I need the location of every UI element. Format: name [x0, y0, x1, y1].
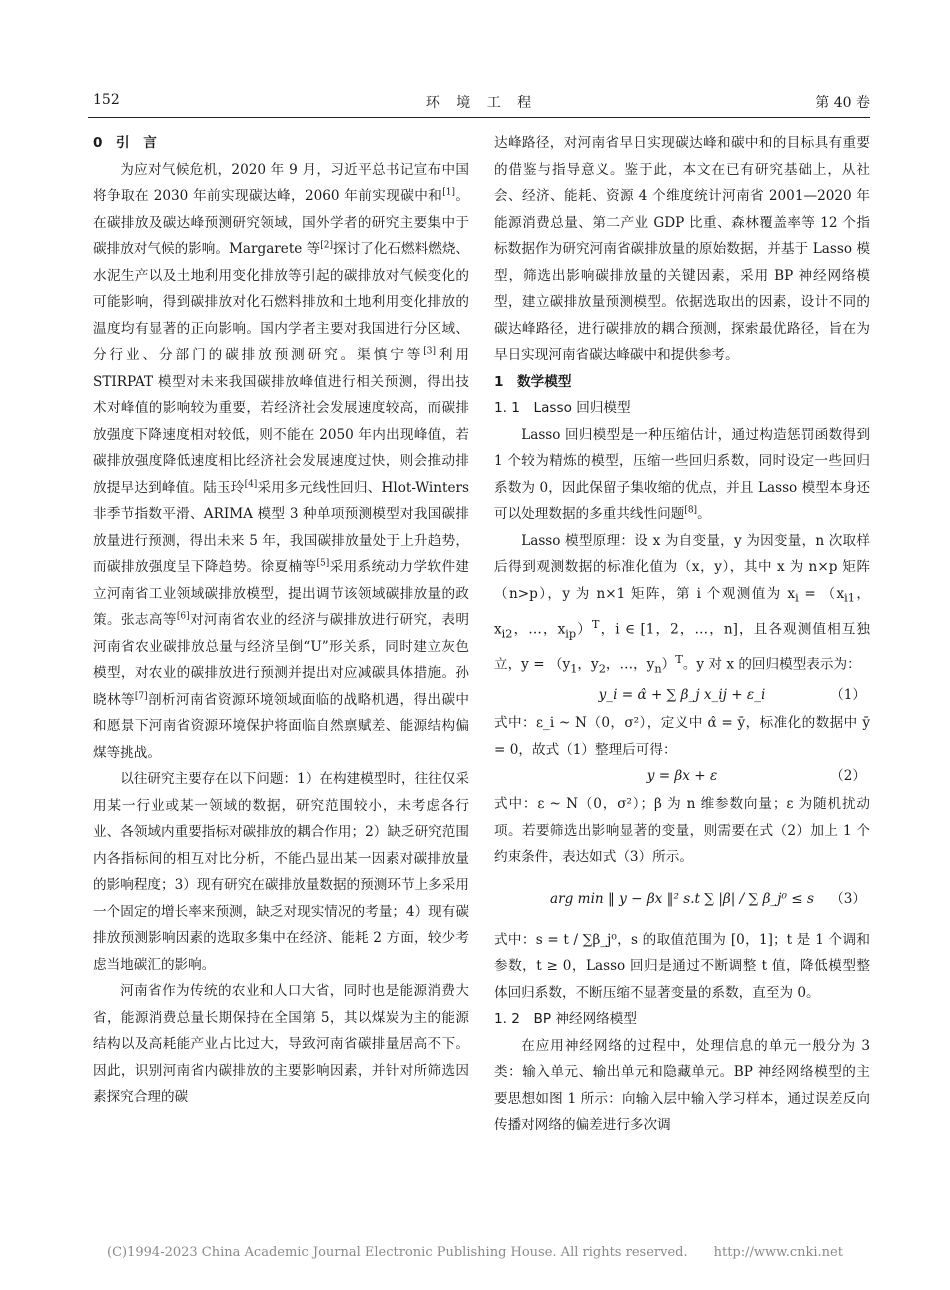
bp-paragraph-1: 在应用神经网络的过程中，处理信息的单元一般分为 3 类：输入单元、输出单元和隐藏单元。BP 神经网络模型的主要思想如图 1 所示：向输入层中输入学习样本，通过误差反向传播对网络的偏差进行多次调 [494, 1037, 870, 1134]
page-number: 152 [93, 92, 120, 108]
citation: [3] [423, 346, 436, 357]
section-1-heading: 1 数学模型 [494, 373, 572, 390]
header-rule [88, 117, 870, 118]
citation: [5] [316, 558, 330, 569]
intro-heading: 0 引 言 [93, 135, 157, 151]
lasso-paragraph-2: Lasso 模型原理：设 x 为自变量，y 为因变量，n 次取样后得到观测数据的标准化值为（x，y），其中 x 为 n×p 矩阵（n>p），y 为 n×1 矩阵，第 i 个观测值为 $x_i = (x_{i1}$，$x_{i2}$，…，$x_{ip})^T$，i ∈ [1，2，…，n]，且各观测值相互独立，$y = (y_1$，$y_2$，…，$y_n)^T$。y 对 x 的回归模型表示为： [494, 532, 871, 676]
lasso-paragraph-3: 式中：ε_i ~ N（0，σ²），定义中 α̂ = ȳ，标准化的数据中 ȳ = 0，故式（1）整理后可得： [494, 715, 870, 758]
lasso-paragraph-5: 式中：s = t / ∑β_j⁰，s 的取值范围为 [0，1]；t 是 1 个调和参数，t ≥ 0，Lasso 回归是通过不断调整 t 值，降低模型整体回归系数，不断压缩不显著变量的系数，直至为 0。 [494, 931, 870, 1001]
section-1-1-heading: 1. 1 Lasso 回归模型 [494, 400, 631, 416]
left-column [93, 130, 469, 1111]
section-1-2-heading: 1. 2 BP 神经网络模型 [494, 1011, 637, 1028]
lasso-paragraph-4: 式中：ε ~ N（0，σ²）；β 为 n 维参数向量；ε 为随机扰动项。若要筛选出影响显著的变量，则需要在式（2）加上 1 个约束条件，表达如式（3）所示。 [494, 796, 870, 866]
equation-1: y_i = α̂ + ∑ β_j x_ij + ε_i （1） [598, 687, 866, 704]
intro-paragraph-3: 河南省作为传统的农业和人口大省，同时也是能源消费大省，能源消费总量长期保持在全国第 5，其以煤炭为主的能源结构以及高耗能产业占比过大，导致河南省碳排量居高不下。因此，识别河南省内碳排放的主要影响因素，并针对所筛选因素探究合理的碳 [93, 983, 469, 1105]
citation: [6] [176, 611, 190, 622]
citation: [7] [134, 690, 148, 701]
intro-paragraph-3-cont: 达峰路径，对河南省早日实现碳达峰和碳中和的目标具有重要的借鉴与指导意义。鉴于此，本文在已有研究基础上，从社会、经济、能耗、资源 4 个维度统计河南省 2001—2020 年能源消费总量、第二产业 GDP 比重、森林覆盖率等 12 个指标数据作为研究河南省碳排放量的原始数据，并基于 Lasso 模型，筛选出影响碳排放量的关键因素，采用 BP 神经网络模型，建立碳排放量预测模型。依据选取出的因素，设计不同的碳达峰路径，进行碳排放的耦合预测，探索最优路径，旨在为早日实现河南省碳达峰碳中和提供参考。 [494, 135, 870, 363]
citation: [2] [320, 240, 334, 251]
citation: [8] [684, 505, 698, 516]
copyright-footer: (C)1994-2023 China Academic Journal Electronic Publishing House. All rights reserved. http://www.cnki.net [107, 1245, 843, 1260]
equation-2: y = βx + ε （2） [646, 768, 866, 785]
volume-label: 第 40 卷 [815, 95, 870, 111]
right-column [494, 130, 870, 1139]
lasso-paragraph-1: Lasso 回归模型是一种压缩估计，通过构造惩罚函数得到 1 个较为精炼的模型，压缩一些回归系数，同时设定一些回归系数为 0，因此保留子集收缩的优点，并且 Lasso 模型本身还可以处理数据的多重共线性问题[8]。 [494, 426, 870, 522]
journal-title: 环 境 工 程 [425, 95, 538, 111]
intro-paragraph-1: 为应对气候危机，2020 年 9 月，习近平总书记宣布中国将争取在 2030 年前实现碳达峰，2060 年前实现碳中和[1]。在碳排放及碳达峰预测研究领域，国外学者的研究主要集中于碳排放对气候的影响。Margarete 等[2]探讨了化石燃料燃烧、水泥生产以及土地利用变化排放等引起的碳排放对气候变化的可能影响，得到碳排放对化石燃料排放和土地利用变化排放的温度均有显著的正向影响。国内学者主要对我国进行分区域、分行业、分部门的碳排放预测研究。渠慎宁等[3]利用 STIRPAT 模型对未来我国碳排放峰值进行相关预测，得出技术对峰值的影响较为重要，若经济社会发展速度较高，而碳排放强度下降速度相对较低，则不能在 2050 年内出现峰值，若碳排放强度降低速度相比经济社会发展速度过快，则会推动排放提早达到峰值。陆玉玲[4]采用多元线性回归、Hlot-Winters 非季节指数平滑、ARIMA 模型 3 种单项预测模型对我国碳排放量进行预测，得出未来 5 年，我国碳排放量处于上升趋势，而碳排放强度呈下降趋势。徐夏楠等[5]采用系统动力学软件建立河南省工业领域碳排放模型，提出调节该领域碳排放量的政策。张志高等[6]对河南省农业的经济与碳排放进行研究，表明河南省农业碳排放总量与经济呈倒“U”形关系，同时建立灰色模型，对农业的碳排放进行预测并提出对应减碳具体措施。孙晓林等[7]剖析河南省资源环境领域面临的战略机遇，得出碳中和愿景下河南省资源环境保护将面临自然禀赋差、能源结构偏煤等挑战。 [93, 161, 470, 761]
citation: [1] [442, 187, 456, 198]
intro-paragraph-2: 以往研究主要存在以下问题：1）在构建模型时，往往仅采用某一行业或某一领域的数据，研究范围较小，未考虑各行业、各领域内重要指标对碳排放的耦合作用；2）缺乏研究范围内各指标间的相互对比分析，不能凸显出某一因素对碳排放量的影响程度；3）现有研究在碳排放量数据的预测环节上多采用一个固定的增长率来预测，缺乏对现实情况的考量；4）现有碳排放预测影响因素的选取多集中在经济、能耗 2 方面，较少考虑当地碳汇的影响。 [93, 771, 469, 973]
page-header [93, 92, 870, 118]
equation-3: arg min ‖ y − βx ‖² s.t ∑ |β| / ∑ β_j⁰ ≤ s （3） [550, 890, 866, 907]
citation: [4] [244, 478, 258, 489]
